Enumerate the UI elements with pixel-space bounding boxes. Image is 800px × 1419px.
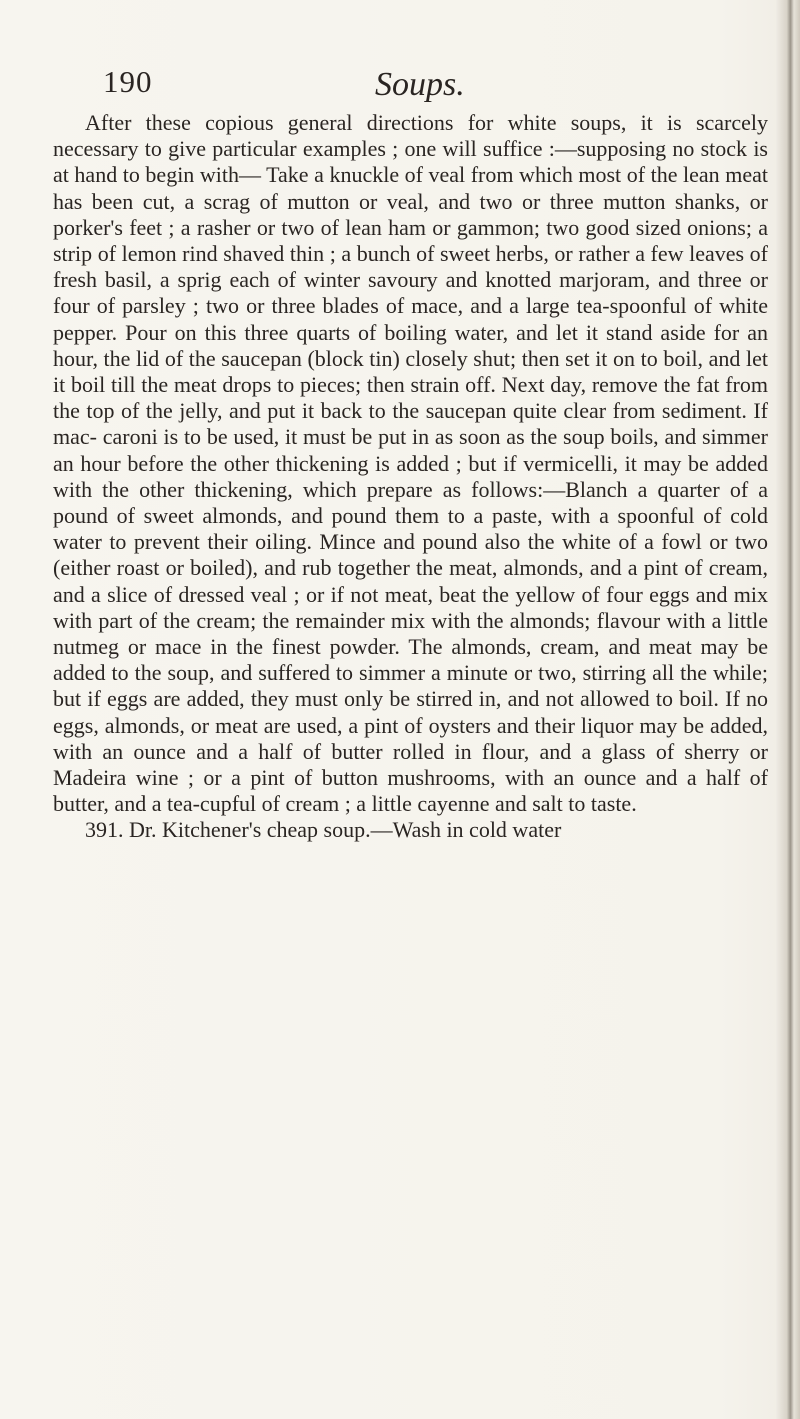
body-text — [53, 110, 768, 844]
running-title: Soups. — [375, 66, 465, 103]
page-number: 190 — [103, 64, 153, 99]
paragraph: 391. Dr. Kitchener's cheap soup.—Wash in cold water — [85, 817, 562, 843]
paragraph: After these copious general directions for white soups, it is scarcely necessary to give particular examples ; one will suffice :—supposing no stock is at hand to begin with— Take a knuckle of veal from which most of the lean meat has been cut, a scrag of mutton or veal, and two or three mutton shanks, or porker's feet ; a rasher or two of lean ham or gammon; two good sized onions; a strip of lemon rind shaved thin ; a bunch of sweet herbs, or rather a few leaves of fresh basil, a sprig each of winter savoury and knotted marjoram, and three or four of parsley ; two or three blades of mace, and a large tea-spoonful of white pepper. Pour on this three quarts of boiling water, and let it stand aside for an hour, the lid of the saucepan (block tin) closely shut; then set it on to boil, and let it boil till the meat drops to pieces; then strain off. Next day, remove the fat from the top of the jelly, and put it back to the saucepan quite clear from sediment. If mac- caroni is to be used, it must be put in as soon as the soup boils, and simmer an hour before the other thickening is added ; but if vermicelli, it may be added with the other thickening, which prepare as follows:—Blanch a quarter of a pound of sweet almonds, and pound them to a paste, with a spoonful of cold water to prevent their oiling. Mince and pound also the white of a fowl or two (either roast or boiled), and rub together the meat, almonds, and a pint of cream, and a slice of dressed veal ; or if not meat, beat the yellow of four eggs and mix with part of the cream; the remainder mix with the almonds; flavour with a little nutmeg or mace in the finest powder. The almonds, cream, and meat may be added to the soup, and suffered to simmer a minute or two, stirring all the while; but if eggs are added, they must only be stirred in, and not allowed to boil. If no eggs, almonds, or meat are used, a pint of oysters and their liquor may be added, with an ounce and a half of butter rolled in flour, and a glass of sherry or Madeira wine ; or a pint of button mushrooms, with an ounce and a half of butter, and a tea-cupful of cream ; a little cayenne and salt to taste. — [53, 110, 768, 817]
page-edge-shadow — [776, 0, 800, 1419]
